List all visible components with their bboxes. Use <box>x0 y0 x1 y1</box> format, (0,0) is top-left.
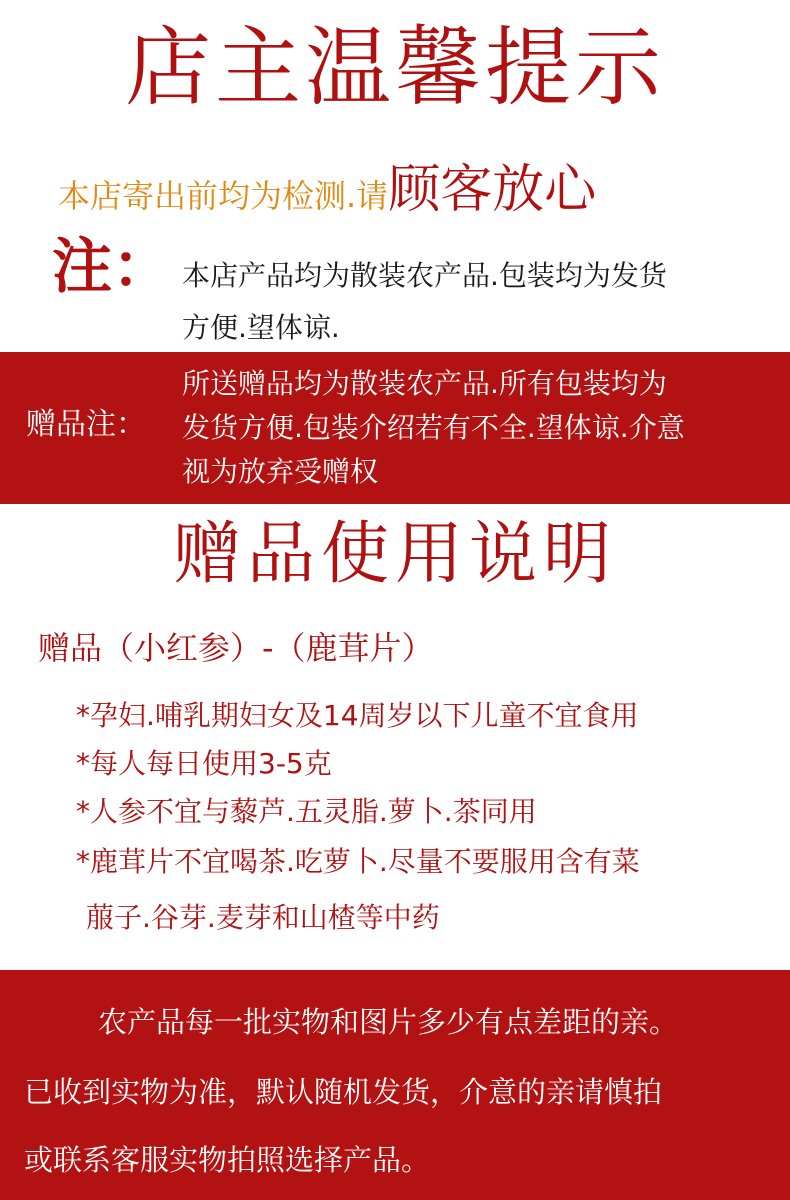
footer-line-2: 已收到实物为准，默认随机发货，介意的亲请慎拍 <box>24 1075 663 1109</box>
gift-note-line-2: 发货方便.包装介绍若有不全.望体谅.介意 <box>182 411 685 444</box>
usage-bullet: *每人每日使用3-5克 <box>76 747 332 780</box>
note-line-1: 本店产品均为散装农产品.包装均为发货 <box>182 259 667 292</box>
inspection-notice <box>58 160 596 220</box>
gift-note-label: 赠品注： <box>26 407 146 442</box>
usage-bullet: *孕妇.哺乳期妇女及14周岁以下儿童不宜食用 <box>76 699 639 732</box>
footer-line-1: 农产品每一批实物和图片多少有点差距的亲。 <box>98 1005 679 1039</box>
inspection-notice-text: 本店寄出前均为检测.请 <box>58 177 389 215</box>
inspection-notice-emphasis: 顾客放心 <box>388 160 597 220</box>
gift-note-line-3: 视为放弃受赠权 <box>182 455 379 488</box>
usage-bullet: *人参不宜与藜芦.五灵脂.萝卜.茶同用 <box>76 795 537 828</box>
note-label: 注： <box>52 232 172 302</box>
gift-note-line-1: 所送赠品均为散装农产品.所有包装均为 <box>182 367 667 400</box>
page-title: 店主温馨提示 <box>125 18 665 118</box>
usage-bullet-continuation: 菔子.谷芽.麦芽和山楂等中药 <box>86 901 440 934</box>
gift-name: 赠品（小红参）-（鹿茸片） <box>38 629 434 667</box>
footer-line-3: 或联系客服实物拍照选择产品。 <box>24 1143 431 1177</box>
note-line-2: 方便.望体谅. <box>182 311 340 344</box>
usage-heading: 赠品使用说明 <box>172 515 617 594</box>
usage-bullet: *鹿茸片不宜喝茶.吃萝卜.尽量不要服用含有菜 <box>76 845 640 878</box>
